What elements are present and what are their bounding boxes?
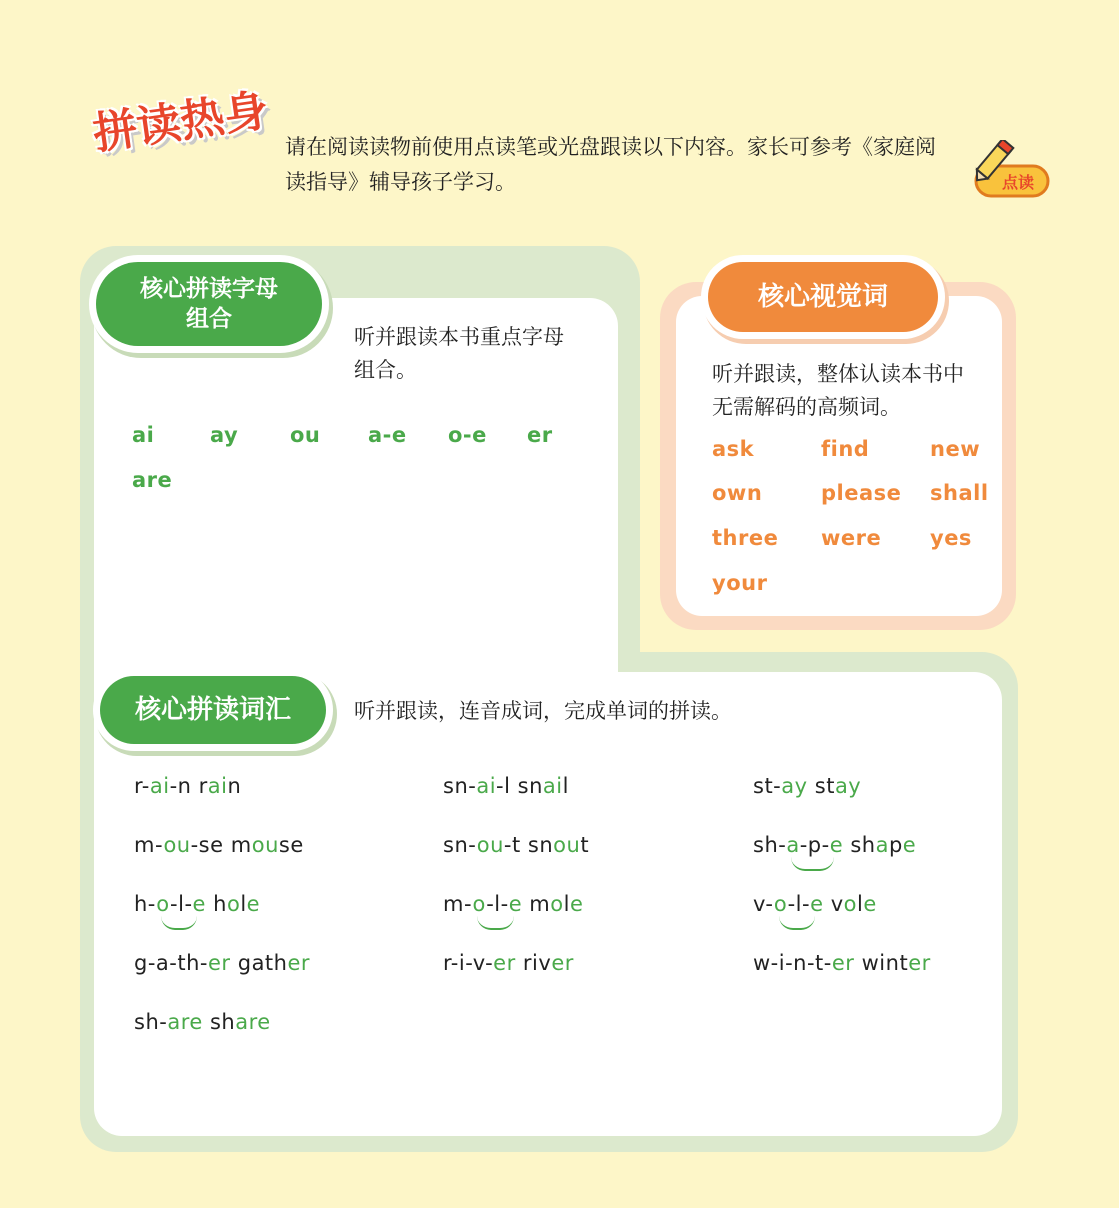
letter-combo-item: a-e [368, 423, 407, 447]
sight-word: shall [930, 481, 989, 505]
vocab-entry [443, 892, 583, 916]
vocab-word: hole [213, 892, 261, 916]
letters-title-line-2: 组合 [186, 306, 232, 332]
vocab-word: river [522, 951, 574, 975]
vocab-word: vole [830, 892, 877, 916]
letter-combo-item: o-e [448, 423, 487, 447]
vocab-segments: r-ai-n [134, 774, 192, 798]
vocab-segments: sh-a-p-e [753, 833, 844, 857]
vocab-segments: st-ay [753, 774, 808, 798]
letters-panel-title [96, 262, 322, 346]
vocab-word: mole [529, 892, 584, 916]
letters-panel-desc [354, 321, 614, 387]
sight-word: your [712, 571, 768, 595]
sight-word: yes [930, 526, 972, 550]
letter-combo-item: ai [132, 423, 155, 447]
intro-text [285, 130, 965, 200]
vocab-word: stay [814, 774, 862, 798]
vocab-word: rain [198, 774, 242, 798]
vocab-entry [134, 892, 260, 916]
vocab-entry [443, 951, 574, 975]
page-title [78, 58, 318, 158]
sight-word: please [821, 481, 902, 505]
vocab-segments: m-ou-se [134, 833, 224, 857]
vocab-panel-desc: 听并跟读，连音成词，完成单词的拼读。 [354, 699, 732, 723]
vocab-entry [753, 774, 861, 798]
vocab-entry [443, 774, 569, 798]
sight-word: own [712, 481, 763, 505]
vocab-panel-title: 核心拼读词汇 [100, 676, 326, 744]
letters-title-line-1: 核心拼读字母 [140, 276, 278, 302]
letters-desc-line-2: 组合。 [354, 358, 417, 382]
letters-desc-line-1: 听并跟读本书重点字母 [354, 325, 564, 349]
vocab-entry [753, 833, 916, 857]
vocab-entry [134, 951, 310, 975]
vocab-entry [134, 774, 241, 798]
sight-panel-title: 核心视觉词 [708, 262, 938, 332]
vocab-segments: g-a-th-er [134, 951, 231, 975]
vocab-entry [134, 833, 304, 857]
vocab-segments: sn-ou-t [443, 833, 521, 857]
vocab-entry [753, 892, 877, 916]
vocab-entry [134, 1010, 271, 1034]
vocab-word: gather [237, 951, 311, 975]
vocab-word: mouse [230, 833, 304, 857]
intro-line-2: 读指导》辅导孩子学习。 [285, 170, 516, 194]
intro-line-1: 请在阅读读物前使用点读笔或光盘跟读以下内容。家长可参考《家庭阅 [285, 135, 936, 159]
vocab-word: shape [850, 833, 917, 857]
sight-word: were [821, 526, 882, 550]
sight-word: new [930, 437, 981, 461]
vocab-segments: v-o-l-e [753, 892, 824, 916]
vocab-entry [753, 951, 931, 975]
vocab-segments: w-i-n-t-er [753, 951, 855, 975]
sight-word: find [821, 437, 870, 461]
vocab-word: winter [861, 951, 931, 975]
read-pen-badge[interactable] [970, 140, 1056, 200]
vocab-segments: h-o-l-e [134, 892, 206, 916]
letter-combo-item: ay [210, 423, 239, 447]
read-pen-label: 点读 [1002, 173, 1035, 192]
vocab-segments: sh-are [134, 1010, 203, 1034]
page-title-text: 拼读热身 [89, 84, 272, 160]
sight-desc-line-2: 无需解码的高频词。 [712, 395, 901, 419]
letter-combo-item: er [527, 423, 553, 447]
vocab-word: share [209, 1010, 271, 1034]
vocab-segments: r-i-v-er [443, 951, 516, 975]
letter-combo-item: ou [290, 423, 321, 447]
letter-combo-item: are [132, 468, 173, 492]
sight-panel-desc [712, 358, 1002, 424]
vocab-word: snout [527, 833, 590, 857]
sight-desc-line-1: 听并跟读，整体认读本书中 [712, 362, 964, 386]
vocab-entry [443, 833, 589, 857]
vocab-segments: m-o-l-e [443, 892, 523, 916]
sight-word: ask [712, 437, 755, 461]
sight-word: three [712, 526, 779, 550]
vocab-word: snail [517, 774, 569, 798]
vocab-segments: sn-ai-l [443, 774, 511, 798]
